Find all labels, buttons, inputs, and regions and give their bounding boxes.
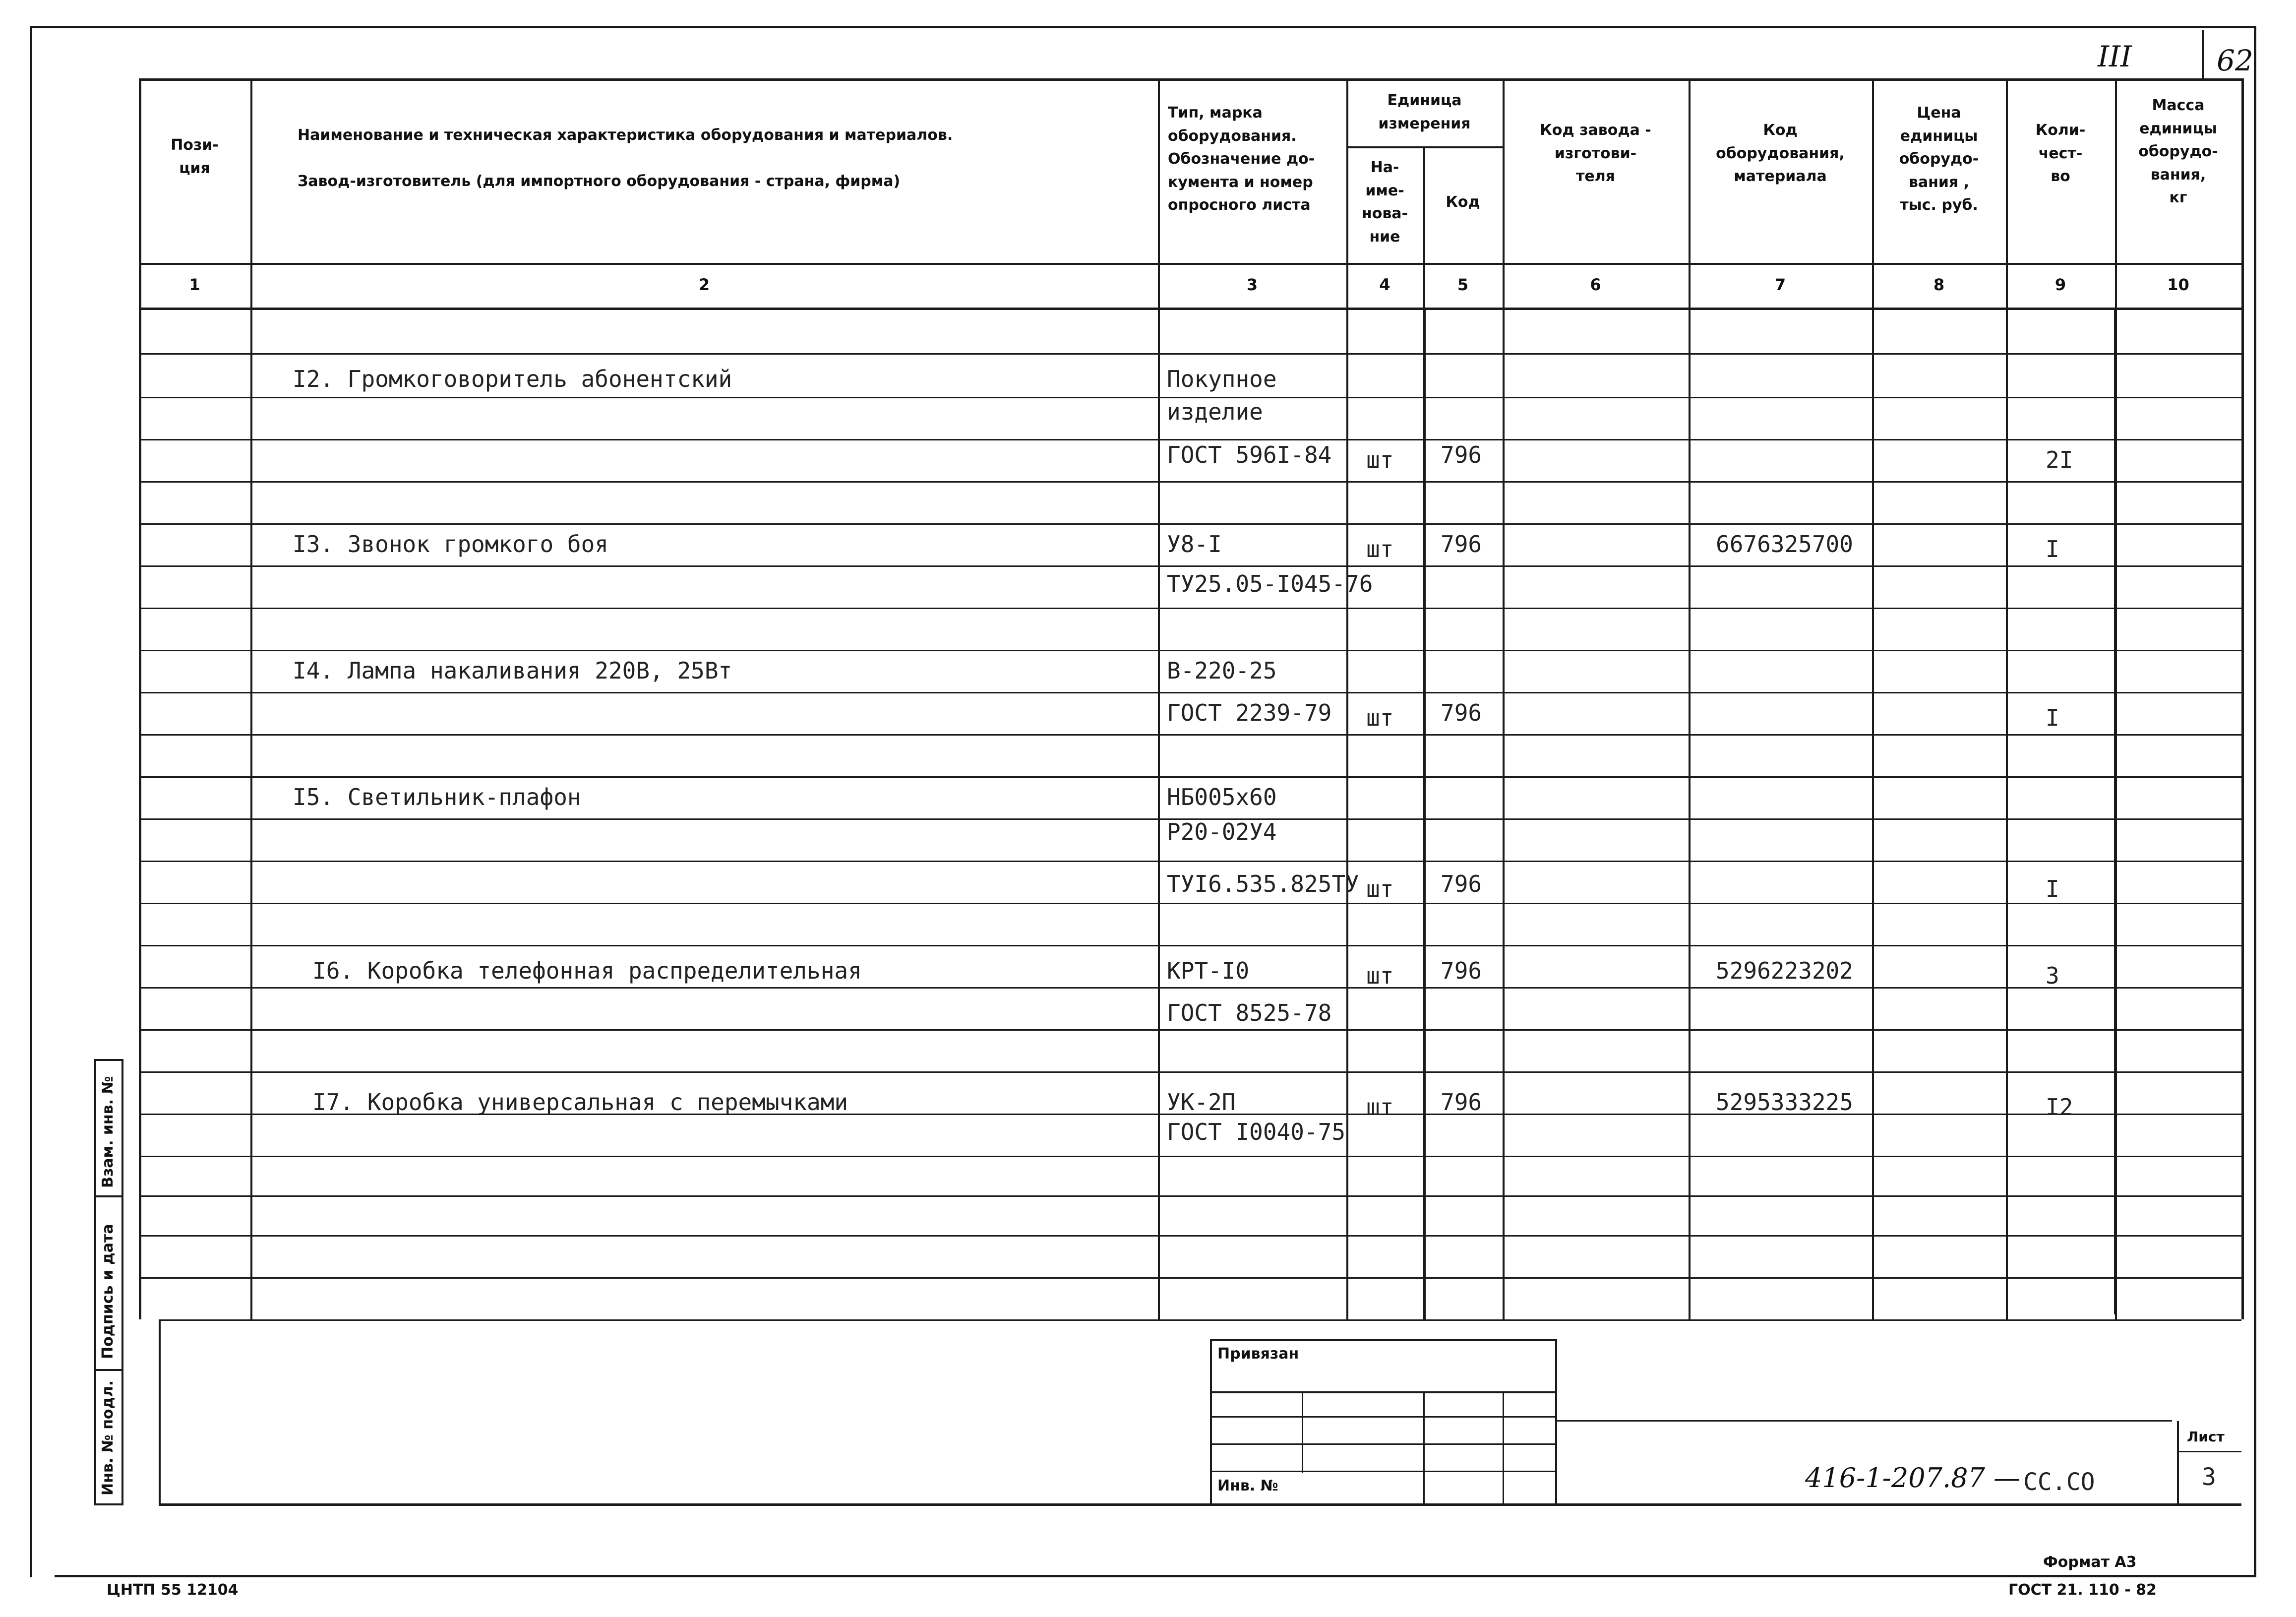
side-box-top — [94, 1059, 123, 1061]
stamp-top-divider — [159, 1319, 2241, 1321]
table-row-line — [139, 1029, 2241, 1031]
column-number: 3 — [1246, 275, 1258, 294]
table-row-line — [139, 353, 2241, 355]
table-row-line — [139, 1235, 2241, 1237]
column-header: На- име- нова- ние — [1361, 159, 1408, 246]
item-type: КРТ-I0 — [1167, 957, 1250, 984]
item-type: ГОСТ 2239-79 — [1167, 699, 1332, 726]
stamp-bottom — [159, 1503, 2241, 1506]
item-type: ТУ25.05-I045-76 — [1167, 570, 1373, 597]
item-unit-code: 796 — [1441, 531, 1482, 558]
item-name: I2. Громкоговоритель абонентский — [293, 366, 732, 392]
column-number: 1 — [189, 275, 200, 294]
column-header: Цена единицы оборудо- вания , тыс. руб. — [1899, 104, 1979, 214]
item-unit-code: 796 — [1441, 957, 1482, 984]
item-unit: шт — [1366, 704, 1394, 731]
side-box-bottom — [94, 1503, 123, 1505]
unit-group-header: Единица измерения — [1378, 92, 1471, 132]
column-number: 2 — [698, 275, 710, 294]
stamp-line-left — [159, 1319, 161, 1505]
item-type: Р20-02У4 — [1167, 818, 1277, 845]
bound-label: Привязан — [1217, 1345, 1299, 1363]
frame-right — [2254, 26, 2256, 1577]
footer-left: ЦНТП 55 12104 — [107, 1581, 239, 1599]
item-type: Покупное — [1167, 366, 1277, 392]
column-number: 7 — [1774, 275, 1786, 294]
bound-box-h4 — [1210, 1471, 1557, 1472]
sheet-box-left — [2177, 1421, 2179, 1505]
sheet-mark-right: 62 — [2217, 44, 2253, 77]
item-unit-code: 796 — [1441, 1089, 1482, 1116]
stamp-mid-line — [1557, 1420, 2172, 1422]
item-equipment-code: 5295333225 — [1716, 1089, 1853, 1116]
item-name: I6. Коробка телефонная распределительная — [312, 957, 862, 984]
item-unit-code: 796 — [1441, 699, 1482, 726]
table-row-line — [139, 1277, 2241, 1279]
side-box-right — [121, 1059, 123, 1505]
item-quantity: I — [2046, 875, 2059, 902]
table-row-line — [139, 308, 2241, 309]
item-type: ГОСТ 8525-78 — [1167, 999, 1332, 1026]
item-unit-code: 796 — [1441, 441, 1482, 468]
column-divider — [1872, 78, 1874, 1319]
item-type: ГОСТ 596I-84 — [1167, 441, 1332, 468]
item-unit: шт — [1366, 536, 1394, 562]
inv-label: Инв. № — [1217, 1477, 1278, 1494]
item-unit: шт — [1366, 1094, 1394, 1120]
column-number: 5 — [1457, 275, 1469, 294]
item-quantity: I — [2046, 536, 2059, 562]
table-row-line — [139, 439, 2241, 440]
frame-left — [30, 26, 32, 1577]
bound-box-left — [1210, 1339, 1212, 1505]
column-header: Наименование и техническая характеристика оборудования и материалов. Завод-изготовитель (для импортного оборудования - страна, фирма) — [298, 126, 953, 190]
item-unit: шт — [1366, 446, 1394, 473]
table-row-line — [139, 861, 2241, 862]
sheet-number: 3 — [2202, 1463, 2216, 1491]
bound-box-h2 — [1210, 1416, 1557, 1418]
bound-box-top — [1210, 1339, 1557, 1341]
item-name: I7. Коробка универсальная с перемычками — [312, 1089, 848, 1116]
item-quantity: 3 — [2046, 962, 2059, 989]
item-name: I4. Лампа накаливания 220В, 25Вт — [293, 657, 732, 684]
column-header: Код завода - изготови- теля — [1540, 122, 1651, 185]
column-divider — [2006, 78, 2008, 1319]
table-row-line — [139, 608, 2241, 609]
column-number: 6 — [1590, 275, 1601, 294]
table-row-line — [139, 692, 2241, 693]
table-row-line — [139, 1195, 2241, 1197]
column-header: Масса единицы оборудо- вания, кг — [2138, 97, 2218, 206]
side-box-left — [94, 1059, 96, 1505]
header-bottom-border — [139, 263, 2241, 265]
sheet-mark-left: III — [2098, 40, 2132, 73]
table-row-line — [139, 945, 2241, 946]
mark-box-left — [2202, 30, 2204, 79]
column-divider — [1158, 78, 1160, 1319]
bound-box-h3 — [1210, 1443, 1557, 1445]
column-divider — [1689, 78, 1691, 1319]
frame-top — [30, 26, 2256, 28]
item-name: I3. Звонок громкого боя — [293, 531, 608, 558]
table-row-line — [139, 523, 2241, 525]
item-unit: шт — [1366, 875, 1394, 902]
item-equipment-code: 6676325700 — [1716, 531, 1853, 558]
side-label-vzam: Взам. инв. № — [99, 1076, 117, 1188]
table-row-line — [139, 903, 2241, 904]
side-box-div1 — [94, 1195, 123, 1197]
table-row-line — [139, 1071, 2241, 1073]
side-label-inv-podl: Инв. № подл. — [99, 1380, 117, 1495]
item-type: ТУI6.535.825ТУ — [1167, 871, 1359, 897]
table-top-border — [139, 78, 2241, 81]
table-row-line — [139, 1156, 2241, 1157]
doc-suffix: СС.СО — [2023, 1468, 2095, 1496]
frame-bottom — [55, 1575, 2256, 1577]
table-right-border — [2241, 78, 2244, 1319]
table-row-line — [139, 734, 2241, 736]
table-row-line — [139, 987, 2241, 989]
table-row-line — [139, 776, 2241, 778]
column-divider-bold — [2114, 308, 2116, 1314]
table-row-line — [139, 650, 2241, 651]
unit-group-split — [1346, 146, 1503, 148]
side-label-sign-date: Подпись и дата — [99, 1224, 117, 1359]
column-number: 8 — [1933, 275, 1945, 294]
column-number: 9 — [2054, 275, 2066, 294]
doc-code: 416-1-207.87 — — [1805, 1462, 2021, 1493]
item-type: У8-I — [1167, 531, 1222, 558]
column-divider — [1503, 78, 1505, 1319]
bound-box-v1 — [1302, 1391, 1303, 1473]
table-row-line — [139, 565, 2241, 567]
column-header: Код — [1446, 193, 1480, 211]
footer-gost: ГОСТ 21. 110 - 82 — [2008, 1581, 2157, 1599]
item-unit: шт — [1366, 962, 1394, 989]
item-equipment-code: 5296223202 — [1716, 957, 1853, 984]
item-type: изделие — [1167, 398, 1263, 425]
footer-format: Формат А3 — [2043, 1554, 2137, 1571]
column-number: 4 — [1379, 275, 1390, 294]
bound-box-v3 — [1503, 1391, 1504, 1505]
column-divider — [250, 78, 252, 1319]
table-row-line — [139, 481, 2241, 483]
item-quantity: I — [2046, 704, 2059, 731]
item-type: НБ005х60 — [1167, 784, 1277, 810]
bound-box-right — [1555, 1339, 1557, 1505]
column-header: Коли- чест- во — [2035, 122, 2086, 185]
side-box-div2 — [94, 1369, 123, 1371]
column-header: Пози- ция — [171, 136, 219, 177]
sheet-label: Лист — [2187, 1429, 2225, 1445]
item-type: В-220-25 — [1167, 657, 1277, 684]
bound-box-h1 — [1210, 1391, 1557, 1393]
item-unit-code: 796 — [1441, 871, 1482, 897]
item-name: I5. Светильник-плафон — [293, 784, 581, 810]
column-header: Тип, марка оборудования. Обозначение до- кумента и номер опросного листа — [1168, 104, 1315, 214]
item-quantity: I2 — [2046, 1094, 2073, 1120]
sheet-box-mid — [2177, 1451, 2241, 1452]
item-quantity: 2I — [2046, 446, 2073, 473]
item-type: УК-2П — [1167, 1089, 1236, 1116]
column-header: Код оборудования, материала — [1716, 122, 1845, 185]
column-number: 10 — [2167, 275, 2189, 294]
bound-box-v2 — [1423, 1391, 1425, 1505]
item-type: ГОСТ I0040-75 — [1167, 1119, 1346, 1145]
